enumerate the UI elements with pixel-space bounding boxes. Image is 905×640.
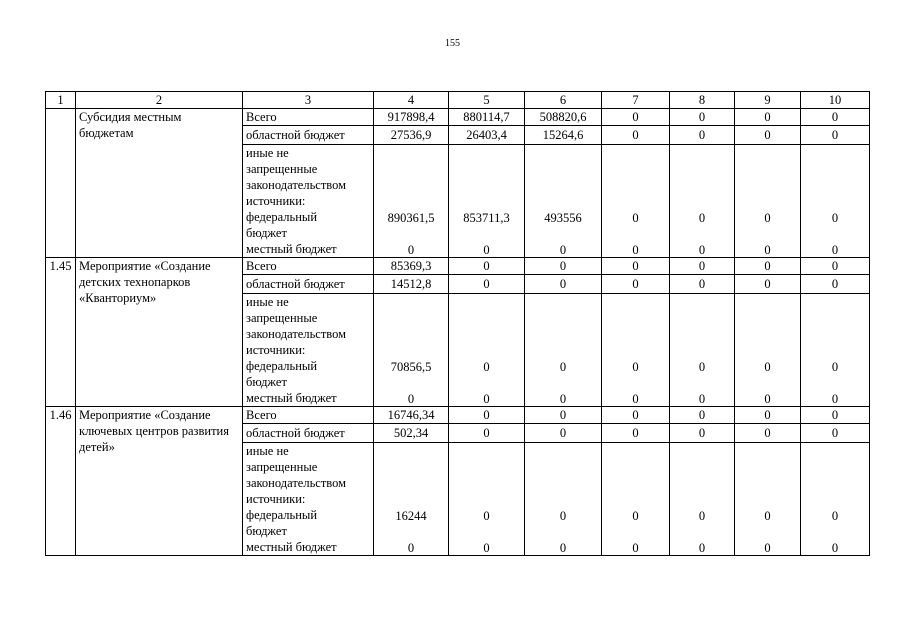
value-cell: 26403,4 bbox=[449, 126, 525, 145]
value-cell: 0 bbox=[525, 275, 602, 294]
source-total-label: Всего bbox=[243, 109, 374, 126]
federal-value: 0 bbox=[632, 211, 639, 225]
source-label-line: источники: bbox=[246, 492, 306, 506]
item-index: 1.45 bbox=[46, 258, 76, 407]
source-label-line: бюджет bbox=[246, 226, 287, 240]
local-value: 0 bbox=[632, 392, 639, 406]
value-cell: 0 bbox=[735, 275, 801, 294]
value-stack-cell bbox=[449, 145, 525, 258]
local-value: 0 bbox=[831, 243, 839, 257]
value-cell: 0 bbox=[670, 109, 735, 126]
federal-value: 0 bbox=[559, 360, 567, 374]
value-cell: 0 bbox=[801, 109, 870, 126]
source-other-label bbox=[243, 145, 374, 258]
value-stack bbox=[525, 294, 601, 406]
value-cell: 0 bbox=[735, 258, 801, 275]
local-value: 0 bbox=[831, 541, 839, 555]
value-stack bbox=[449, 145, 524, 257]
value-stack-cell bbox=[602, 145, 670, 258]
value-cell: 0 bbox=[801, 407, 870, 424]
value-cell: 0 bbox=[449, 424, 525, 443]
column-number-cell: 10 bbox=[801, 92, 870, 109]
value-stack bbox=[670, 443, 734, 555]
source-label-line: федеральный bbox=[246, 210, 318, 224]
value-stack-cell bbox=[735, 145, 801, 258]
value-cell: 0 bbox=[801, 126, 870, 145]
column-number-cell: 6 bbox=[525, 92, 602, 109]
local-value: 0 bbox=[698, 392, 706, 406]
value-cell: 0 bbox=[602, 258, 670, 275]
source-total-label: Всего bbox=[243, 258, 374, 275]
local-value: 0 bbox=[559, 243, 567, 257]
source-label-line: местный бюджет bbox=[246, 242, 337, 256]
value-cell: 0 bbox=[602, 407, 670, 424]
value-stack bbox=[374, 145, 448, 257]
source-label-line: законодательством bbox=[246, 327, 347, 341]
local-value: 0 bbox=[483, 243, 490, 257]
value-stack-cell bbox=[801, 294, 870, 407]
value-cell: 502,34 bbox=[374, 424, 449, 443]
column-number-cell: 8 bbox=[670, 92, 735, 109]
value-stack bbox=[525, 145, 601, 257]
value-stack-cell bbox=[525, 443, 602, 556]
value-cell: 0 bbox=[525, 258, 602, 275]
local-value: 0 bbox=[559, 392, 567, 406]
local-value: 0 bbox=[407, 243, 415, 257]
local-value: 0 bbox=[698, 243, 706, 257]
value-stack-cell bbox=[525, 145, 602, 258]
federal-value: 0 bbox=[632, 360, 639, 374]
value-cell: 0 bbox=[735, 126, 801, 145]
local-value: 0 bbox=[764, 392, 771, 406]
table-row bbox=[46, 258, 870, 275]
value-cell: 27536,9 bbox=[374, 126, 449, 145]
value-stack bbox=[602, 294, 669, 406]
budget-table bbox=[45, 91, 870, 556]
source-label-line: местный бюджет bbox=[246, 391, 337, 405]
value-cell: 16746,34 bbox=[374, 407, 449, 424]
local-value: 0 bbox=[764, 541, 771, 555]
value-stack bbox=[525, 443, 601, 555]
federal-value: 0 bbox=[698, 211, 706, 225]
value-stack bbox=[735, 443, 800, 555]
value-stack-cell bbox=[449, 294, 525, 407]
item-name: Мероприятие «Создание ключевых центров развития детей» bbox=[76, 407, 243, 556]
value-cell: 0 bbox=[525, 424, 602, 443]
value-stack-cell bbox=[670, 294, 735, 407]
item-name: Мероприятие «Создание детских технопарков «Кванториум» bbox=[76, 258, 243, 407]
value-stack bbox=[670, 294, 734, 406]
value-stack bbox=[801, 294, 869, 406]
local-value: 0 bbox=[831, 392, 839, 406]
value-stack bbox=[801, 145, 869, 257]
value-cell: 0 bbox=[801, 258, 870, 275]
item-name: Субсидия местным бюджетам bbox=[76, 109, 243, 258]
source-label-line: федеральный bbox=[246, 508, 318, 522]
source-label-line: иные не bbox=[246, 444, 289, 458]
value-cell: 0 bbox=[801, 424, 870, 443]
source-label-line: бюджет bbox=[246, 524, 287, 538]
page-number: 155 bbox=[445, 38, 460, 49]
value-stack-cell bbox=[801, 145, 870, 258]
federal-value: 0 bbox=[698, 509, 706, 523]
value-cell: 0 bbox=[670, 275, 735, 294]
federal-value: 0 bbox=[483, 360, 490, 374]
value-stack bbox=[449, 294, 524, 406]
source-label-line: местный бюджет bbox=[246, 540, 337, 554]
value-stack bbox=[602, 443, 669, 555]
value-stack-cell bbox=[602, 294, 670, 407]
value-stack bbox=[374, 443, 448, 555]
value-stack-cell bbox=[525, 294, 602, 407]
value-cell: 0 bbox=[670, 424, 735, 443]
value-cell: 0 bbox=[449, 258, 525, 275]
federal-value: 0 bbox=[831, 211, 839, 225]
item-index bbox=[46, 109, 76, 258]
table-row bbox=[46, 407, 870, 424]
value-stack bbox=[735, 145, 800, 257]
source-label-line: запрещенные bbox=[246, 311, 318, 325]
local-value: 0 bbox=[632, 243, 639, 257]
value-cell: 85369,3 bbox=[374, 258, 449, 275]
column-number-cell: 3 bbox=[243, 92, 374, 109]
item-index: 1.46 bbox=[46, 407, 76, 556]
column-number-cell: 1 bbox=[46, 92, 76, 109]
source-label-line: источники: bbox=[246, 194, 306, 208]
source-label-line: законодательством bbox=[246, 178, 347, 192]
value-stack-cell bbox=[374, 294, 449, 407]
value-stack-cell bbox=[735, 443, 801, 556]
local-value: 0 bbox=[764, 243, 771, 257]
value-stack-cell bbox=[602, 443, 670, 556]
value-stack-cell bbox=[735, 294, 801, 407]
source-regional-label: областной бюджет bbox=[243, 126, 374, 145]
value-stack-cell bbox=[374, 145, 449, 258]
value-stack bbox=[801, 443, 869, 555]
value-cell: 0 bbox=[602, 275, 670, 294]
value-cell: 0 bbox=[449, 275, 525, 294]
column-number-cell: 4 bbox=[374, 92, 449, 109]
column-number-cell: 2 bbox=[76, 92, 243, 109]
value-stack-cell bbox=[801, 443, 870, 556]
source-label-line: запрещенные bbox=[246, 460, 318, 474]
source-label-line: источники: bbox=[246, 343, 306, 357]
local-value: 0 bbox=[407, 541, 415, 555]
federal-value: 70856,5 bbox=[390, 360, 432, 374]
value-cell: 0 bbox=[670, 126, 735, 145]
federal-value: 0 bbox=[632, 509, 639, 523]
federal-value: 16244 bbox=[395, 509, 427, 523]
local-value: 0 bbox=[559, 541, 567, 555]
value-cell: 0 bbox=[670, 258, 735, 275]
value-stack-cell bbox=[374, 443, 449, 556]
value-stack-cell bbox=[670, 443, 735, 556]
value-cell: 0 bbox=[735, 424, 801, 443]
column-number-cell: 5 bbox=[449, 92, 525, 109]
value-cell: 917898,4 bbox=[374, 109, 449, 126]
value-stack bbox=[449, 443, 524, 555]
value-stack bbox=[670, 145, 734, 257]
local-value: 0 bbox=[632, 541, 639, 555]
local-value: 0 bbox=[483, 541, 490, 555]
value-cell: 14512,8 bbox=[374, 275, 449, 294]
value-stack-cell bbox=[670, 145, 735, 258]
source-other-label bbox=[243, 294, 374, 407]
federal-value: 853711,3 bbox=[463, 211, 510, 225]
value-cell: 0 bbox=[602, 424, 670, 443]
value-stack bbox=[602, 145, 669, 257]
federal-value: 0 bbox=[764, 509, 771, 523]
local-value: 0 bbox=[483, 392, 490, 406]
federal-value: 0 bbox=[764, 360, 771, 374]
source-label-line: бюджет bbox=[246, 375, 287, 389]
federal-value: 0 bbox=[483, 509, 490, 523]
federal-value: 0 bbox=[698, 360, 706, 374]
source-label-line: иные не bbox=[246, 295, 289, 309]
federal-value: 0 bbox=[831, 360, 839, 374]
federal-value: 0 bbox=[559, 509, 567, 523]
source-label-line: иные не bbox=[246, 146, 289, 160]
source-label-line: запрещенные bbox=[246, 162, 318, 176]
source-other-label bbox=[243, 443, 374, 556]
federal-value: 0 bbox=[764, 211, 771, 225]
value-cell: 0 bbox=[735, 109, 801, 126]
source-regional-label: областной бюджет bbox=[243, 424, 374, 443]
table-row bbox=[46, 109, 870, 126]
value-cell: 0 bbox=[735, 407, 801, 424]
value-cell: 0 bbox=[801, 275, 870, 294]
source-label-line: федеральный bbox=[246, 359, 318, 373]
value-cell: 0 bbox=[449, 407, 525, 424]
federal-value: 0 bbox=[831, 509, 839, 523]
federal-value: 890361,5 bbox=[387, 211, 435, 225]
column-number-row bbox=[46, 92, 870, 109]
value-cell: 0 bbox=[602, 109, 670, 126]
value-cell: 880114,7 bbox=[449, 109, 525, 126]
source-label-line: законодательством bbox=[246, 476, 347, 490]
value-cell: 0 bbox=[525, 407, 602, 424]
source-total-label: Всего bbox=[243, 407, 374, 424]
source-regional-label: областной бюджет bbox=[243, 275, 374, 294]
value-stack bbox=[735, 294, 800, 406]
column-number-cell: 7 bbox=[602, 92, 670, 109]
column-number-cell: 9 bbox=[735, 92, 801, 109]
local-value: 0 bbox=[407, 392, 415, 406]
value-stack-cell bbox=[449, 443, 525, 556]
value-cell: 0 bbox=[670, 407, 735, 424]
value-cell: 15264,6 bbox=[525, 126, 602, 145]
value-cell: 508820,6 bbox=[525, 109, 602, 126]
value-cell: 0 bbox=[602, 126, 670, 145]
value-stack bbox=[374, 294, 448, 406]
federal-value: 493556 bbox=[544, 211, 582, 225]
local-value: 0 bbox=[698, 541, 706, 555]
